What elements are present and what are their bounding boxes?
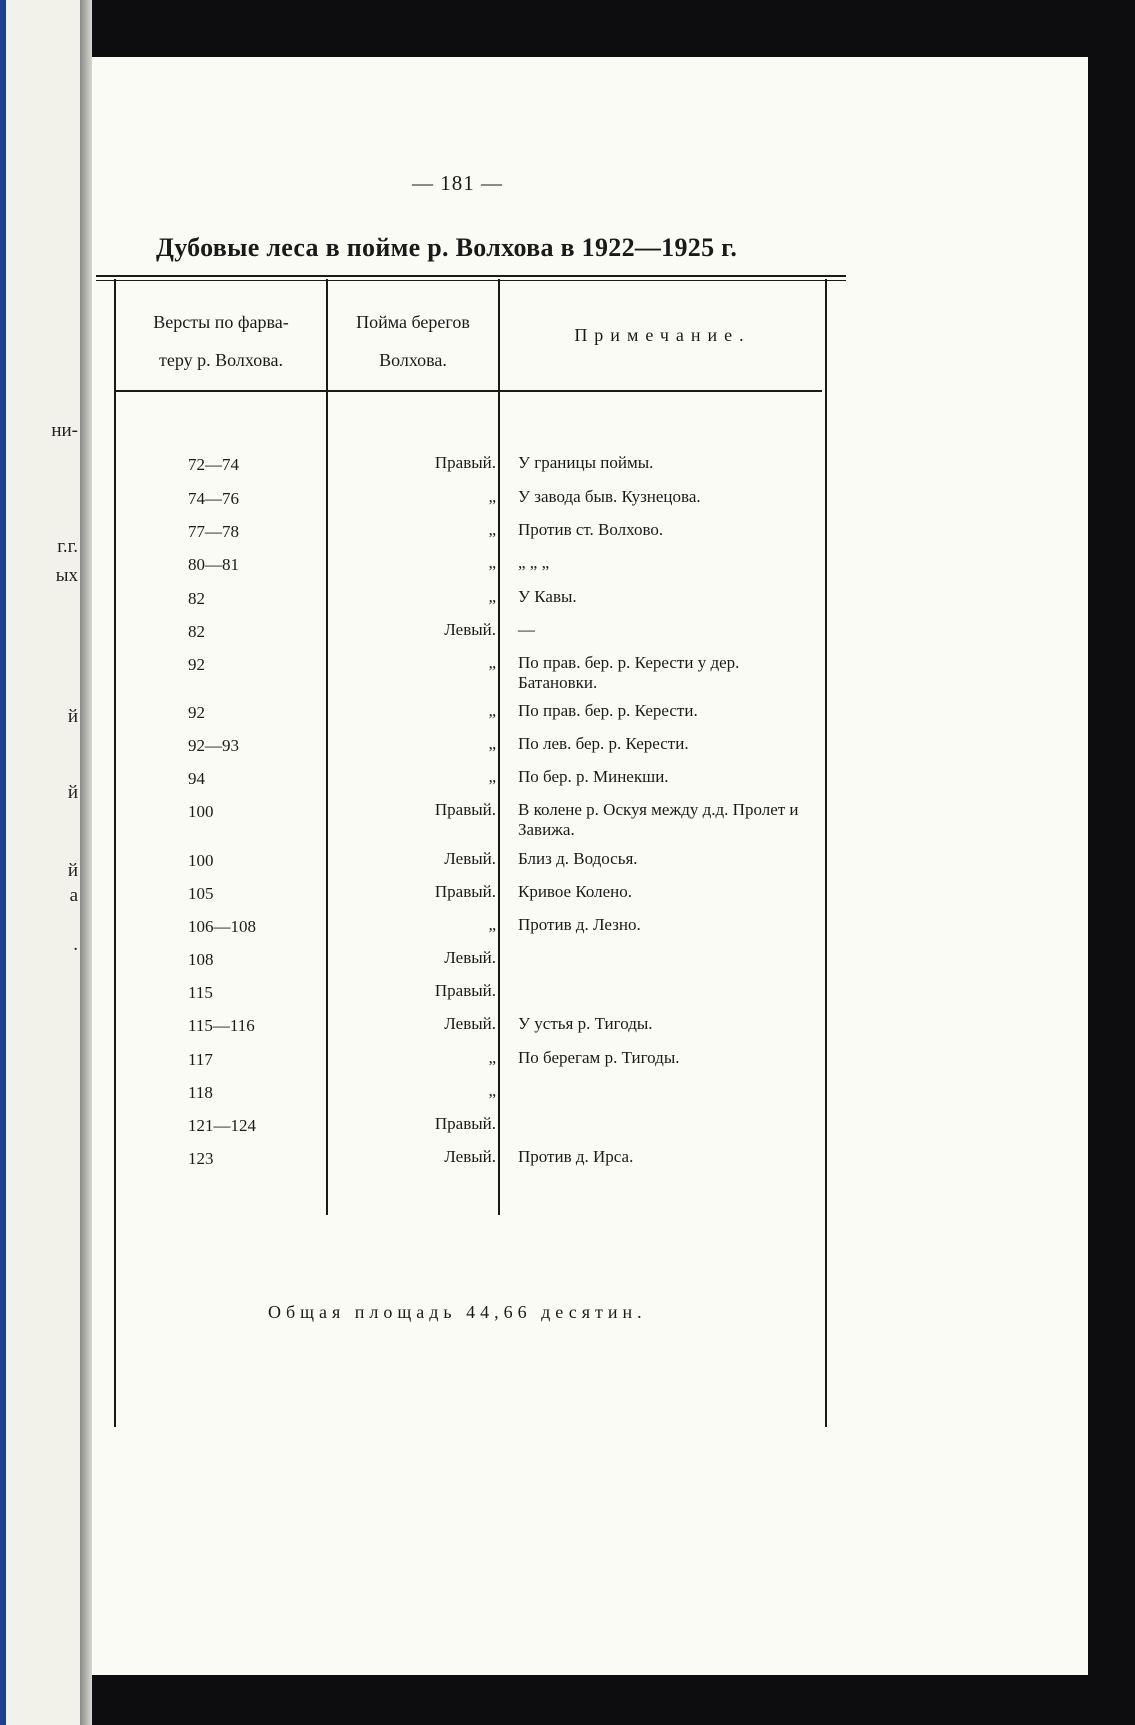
cell-verst: 115—116 xyxy=(188,1016,255,1035)
prev-page-fragment: г.г. xyxy=(57,536,78,557)
cell-bank: Правый. xyxy=(434,453,496,472)
cell-verst: 105 xyxy=(188,884,214,903)
column-header-verst-line: теру р. Волхова. xyxy=(159,350,283,370)
cell-note: По прав. бер. р. Керести у дер. Батановки. xyxy=(518,653,740,692)
cell-note: В колене р. Оскуя между д.д. Пролет и Завижа. xyxy=(518,800,799,839)
cell-verst: 100 xyxy=(188,802,214,821)
page-number: — 181 — xyxy=(412,171,503,195)
column-header-bank-line: Пойма берегов xyxy=(356,312,470,332)
document-page xyxy=(92,57,1088,1675)
table-left-border xyxy=(114,279,116,1427)
cell-bank: „ xyxy=(488,587,496,606)
cell-bank: Правый. xyxy=(434,981,496,1000)
cell-note: По берегам р. Тигоды. xyxy=(518,1048,680,1067)
cell-note: Кривое Колено. xyxy=(518,882,632,901)
cell-bank: Левый. xyxy=(444,620,496,639)
prev-page-fragment: й xyxy=(67,706,78,727)
column-header-note: Примечание. xyxy=(574,325,751,345)
cell-note: „ „ „ xyxy=(518,553,550,572)
prev-page-fragment: й xyxy=(67,860,78,881)
cell-bank: Левый. xyxy=(444,849,496,868)
table-top-rule-thin xyxy=(96,280,846,281)
cell-bank: „ xyxy=(488,553,496,572)
cell-verst: 72—74 xyxy=(188,455,239,474)
prev-page-fragment: ых xyxy=(55,565,78,586)
cell-verst: 94 xyxy=(188,769,205,788)
cell-verst: 77—78 xyxy=(188,522,239,541)
cell-note: Против ст. Волхово. xyxy=(518,520,664,539)
cell-bank: „ xyxy=(488,1048,496,1067)
cell-verst: 108 xyxy=(188,950,214,969)
total-area: Общая площадь 44,66 десятин. xyxy=(268,1302,647,1322)
cell-note: — xyxy=(518,620,535,639)
cell-verst: 117 xyxy=(188,1050,213,1069)
previous-page-edge xyxy=(6,0,80,1725)
cell-verst: 121—124 xyxy=(188,1116,256,1135)
cell-note: Против д. Ирса. xyxy=(518,1147,634,1166)
cell-bank: „ xyxy=(488,653,496,672)
cell-note: У завода быв. Кузнецова. xyxy=(518,487,701,506)
cell-bank: „ xyxy=(488,701,496,720)
cell-verst: 82 xyxy=(188,589,205,608)
cell-verst: 123 xyxy=(188,1149,214,1168)
cell-verst: 115 xyxy=(188,983,213,1002)
table-column-divider xyxy=(326,279,328,1215)
cell-verst: 92—93 xyxy=(188,736,239,755)
cell-bank: Левый. xyxy=(444,1147,496,1166)
book-gutter xyxy=(80,0,92,1725)
cell-verst: 92 xyxy=(188,703,205,722)
cell-note: У границы поймы. xyxy=(518,453,654,472)
column-header-bank xyxy=(330,303,496,379)
table-right-border xyxy=(825,279,827,1427)
cell-bank: „ xyxy=(488,734,496,753)
cell-verst: 80—81 xyxy=(188,555,239,574)
cell-verst: 92 xyxy=(188,655,205,674)
cell-bank: „ xyxy=(488,767,496,786)
column-header-verst xyxy=(118,303,324,379)
prev-page-fragment: ни- xyxy=(51,420,78,441)
cell-verst: 82 xyxy=(188,622,205,641)
table-column-divider xyxy=(498,279,500,1215)
page-title: Дубовые леса в пойме р. Волхова в 1922—1925 г. xyxy=(156,233,738,262)
cell-bank: „ xyxy=(488,915,496,934)
cell-verst: 118 xyxy=(188,1083,213,1102)
cell-note: Против д. Лезно. xyxy=(518,915,641,934)
column-header-verst-line: Версты по фарва- xyxy=(153,312,289,332)
prev-page-fragment: а xyxy=(69,885,78,906)
cell-bank: Левый. xyxy=(444,948,496,967)
cell-verst: 74—76 xyxy=(188,489,239,508)
cell-bank: „ xyxy=(488,487,496,506)
cell-bank: „ xyxy=(488,520,496,539)
cell-verst: 106—108 xyxy=(188,917,256,936)
cell-bank: Левый. xyxy=(444,1014,496,1033)
cell-note: По прав. бер. р. Керести. xyxy=(518,701,698,720)
table-top-rule xyxy=(96,275,846,277)
cell-note: Близ д. Водосья. xyxy=(518,849,638,868)
cell-note: По лев. бер. р. Керести. xyxy=(518,734,689,753)
cell-bank: „ xyxy=(488,1081,496,1100)
cell-bank: Правый. xyxy=(434,800,496,819)
column-header-bank-line: Волхова. xyxy=(379,350,447,370)
cell-verst: 100 xyxy=(188,851,214,870)
cell-note: У устья р. Тигоды. xyxy=(518,1014,653,1033)
prev-page-fragment: . xyxy=(73,934,78,955)
prev-page-fragment: й xyxy=(67,782,78,803)
table-header-rule xyxy=(116,390,822,392)
cell-note: У Кавы. xyxy=(518,587,577,606)
cell-note: По бер. р. Минекши. xyxy=(518,767,669,786)
cell-bank: Правый. xyxy=(434,1114,496,1133)
cell-bank: Правый. xyxy=(434,882,496,901)
